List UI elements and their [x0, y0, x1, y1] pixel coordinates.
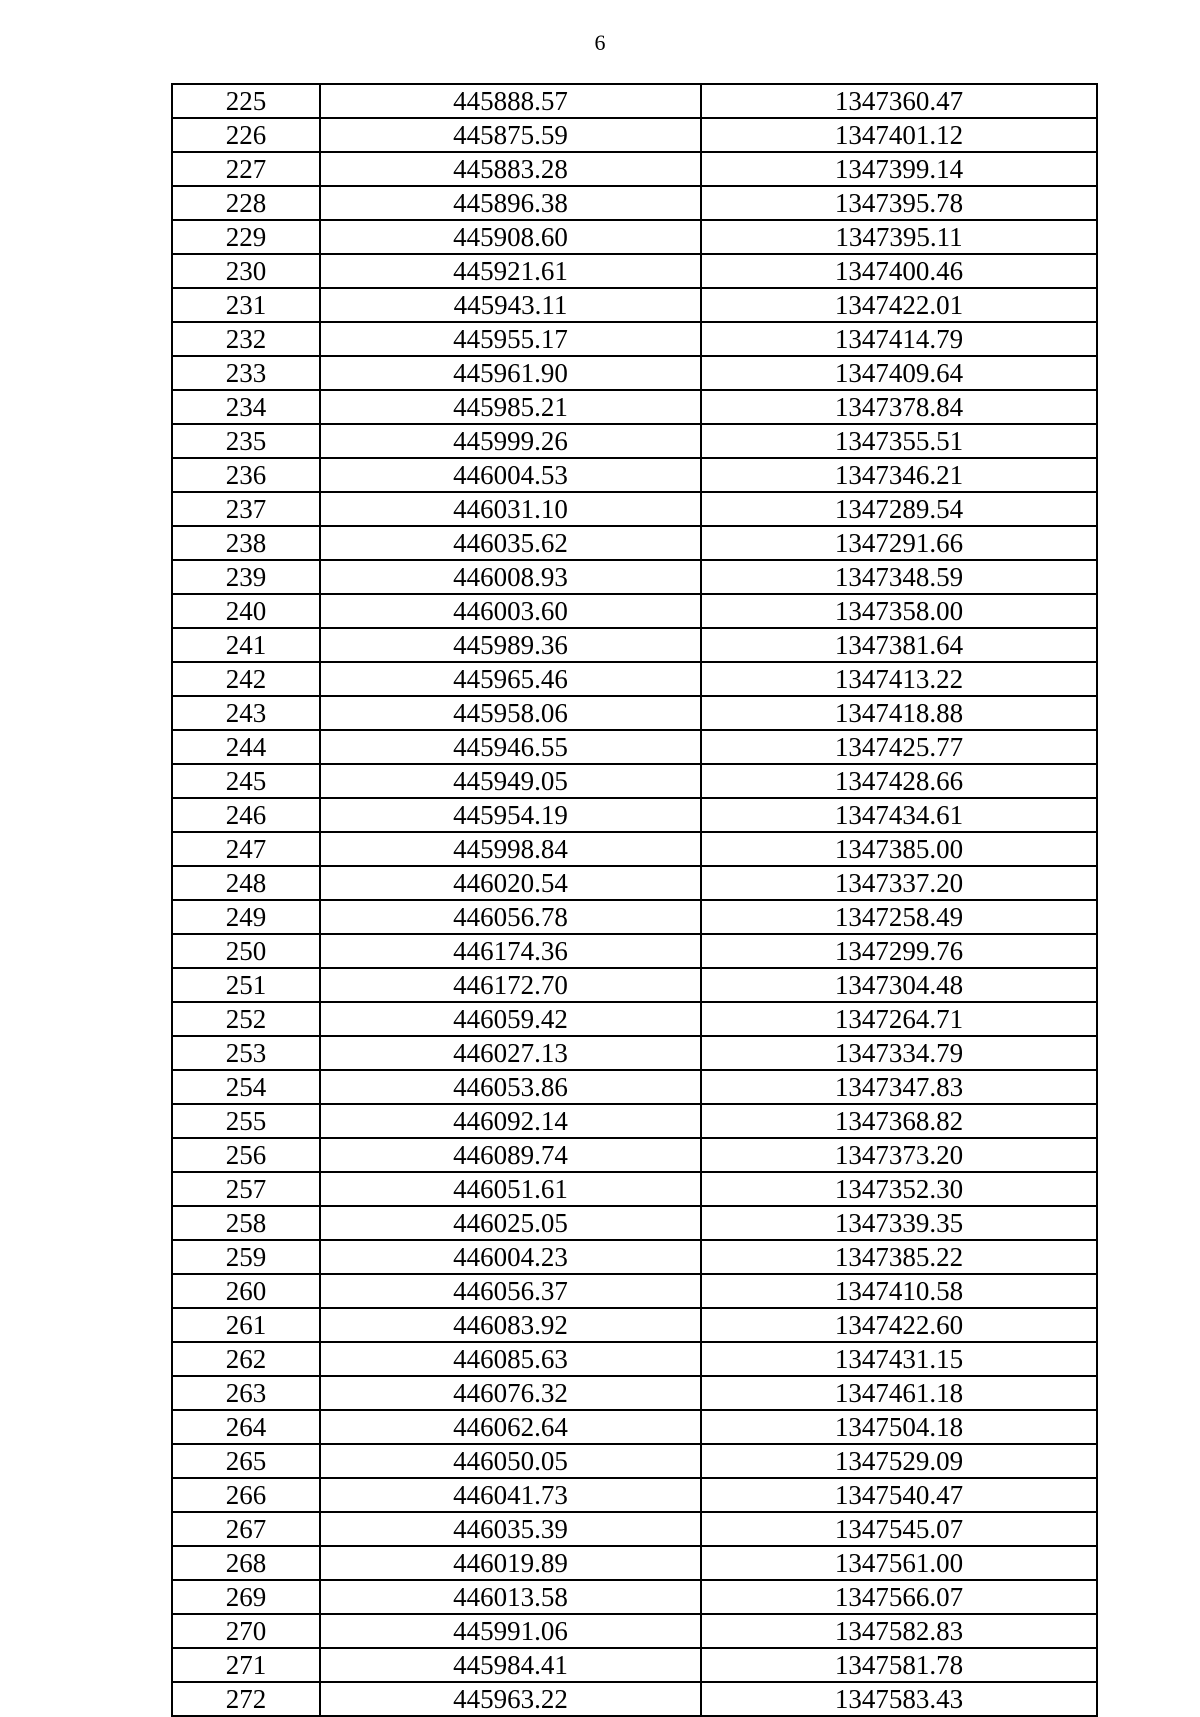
point-number-cell: 267: [172, 1512, 320, 1546]
point-number-cell: 249: [172, 900, 320, 934]
point-number-cell: 225: [172, 84, 320, 118]
y-coordinate-cell: 1347529.09: [701, 1444, 1097, 1478]
point-number-cell: 261: [172, 1308, 320, 1342]
x-coordinate-cell: 446025.05: [320, 1206, 701, 1240]
table-row: [172, 390, 1097, 424]
x-coordinate-cell: 445999.26: [320, 424, 701, 458]
point-number-cell: 231: [172, 288, 320, 322]
x-coordinate-cell: 445946.55: [320, 730, 701, 764]
y-coordinate-cell: 1347368.82: [701, 1104, 1097, 1138]
x-coordinate-cell: 446013.58: [320, 1580, 701, 1614]
table-row: [172, 356, 1097, 390]
x-coordinate-cell: 446003.60: [320, 594, 701, 628]
table-row: [172, 968, 1097, 1002]
y-coordinate-cell: 1347355.51: [701, 424, 1097, 458]
y-coordinate-cell: 1347582.83: [701, 1614, 1097, 1648]
point-number-cell: 241: [172, 628, 320, 662]
point-number-cell: 226: [172, 118, 320, 152]
x-coordinate-cell: 445949.05: [320, 764, 701, 798]
y-coordinate-cell: 1347540.47: [701, 1478, 1097, 1512]
table-row: [172, 560, 1097, 594]
point-number-cell: 259: [172, 1240, 320, 1274]
x-coordinate-cell: 445984.41: [320, 1648, 701, 1682]
table-row: [172, 1580, 1097, 1614]
x-coordinate-cell: 446056.78: [320, 900, 701, 934]
y-coordinate-cell: 1347347.83: [701, 1070, 1097, 1104]
point-number-cell: 228: [172, 186, 320, 220]
point-number-cell: 271: [172, 1648, 320, 1682]
point-number-cell: 232: [172, 322, 320, 356]
point-number-cell: 266: [172, 1478, 320, 1512]
table-row: [172, 1036, 1097, 1070]
x-coordinate-cell: 446083.92: [320, 1308, 701, 1342]
point-number-cell: 233: [172, 356, 320, 390]
x-coordinate-cell: 446041.73: [320, 1478, 701, 1512]
y-coordinate-cell: 1347566.07: [701, 1580, 1097, 1614]
y-coordinate-cell: 1347378.84: [701, 390, 1097, 424]
y-coordinate-cell: 1347410.58: [701, 1274, 1097, 1308]
point-number-cell: 257: [172, 1172, 320, 1206]
y-coordinate-cell: 1347399.14: [701, 152, 1097, 186]
table-row: [172, 526, 1097, 560]
point-number-cell: 252: [172, 1002, 320, 1036]
y-coordinate-cell: 1347385.22: [701, 1240, 1097, 1274]
table-row: [172, 424, 1097, 458]
point-number-cell: 234: [172, 390, 320, 424]
point-number-cell: 230: [172, 254, 320, 288]
y-coordinate-cell: 1347581.78: [701, 1648, 1097, 1682]
table-row: [172, 492, 1097, 526]
point-number-cell: 239: [172, 560, 320, 594]
point-number-cell: 236: [172, 458, 320, 492]
y-coordinate-cell: 1347299.76: [701, 934, 1097, 968]
point-number-cell: 251: [172, 968, 320, 1002]
table-row: [172, 1546, 1097, 1580]
x-coordinate-cell: 445985.21: [320, 390, 701, 424]
table-row: [172, 152, 1097, 186]
table-row: [172, 1206, 1097, 1240]
table-row: [172, 662, 1097, 696]
table-row: [172, 118, 1097, 152]
table-row: [172, 696, 1097, 730]
x-coordinate-cell: 445954.19: [320, 798, 701, 832]
x-coordinate-cell: 446035.39: [320, 1512, 701, 1546]
x-coordinate-cell: 446062.64: [320, 1410, 701, 1444]
point-number-cell: 237: [172, 492, 320, 526]
y-coordinate-cell: 1347346.21: [701, 458, 1097, 492]
y-coordinate-cell: 1347334.79: [701, 1036, 1097, 1070]
x-coordinate-cell: 446089.74: [320, 1138, 701, 1172]
x-coordinate-cell: 445908.60: [320, 220, 701, 254]
table-row: [172, 764, 1097, 798]
table-row: [172, 798, 1097, 832]
table-row: [172, 1002, 1097, 1036]
point-number-cell: 262: [172, 1342, 320, 1376]
table-row: [172, 1342, 1097, 1376]
x-coordinate-cell: 446056.37: [320, 1274, 701, 1308]
y-coordinate-cell: 1347431.15: [701, 1342, 1097, 1376]
table-row: [172, 220, 1097, 254]
x-coordinate-cell: 445963.22: [320, 1682, 701, 1716]
point-number-cell: 265: [172, 1444, 320, 1478]
page-number: 6: [594, 30, 606, 55]
x-coordinate-cell: 445961.90: [320, 356, 701, 390]
x-coordinate-cell: 446019.89: [320, 1546, 701, 1580]
x-coordinate-cell: 446031.10: [320, 492, 701, 526]
point-number-cell: 264: [172, 1410, 320, 1444]
x-coordinate-cell: 445955.17: [320, 322, 701, 356]
y-coordinate-cell: 1347418.88: [701, 696, 1097, 730]
table-row: [172, 934, 1097, 968]
x-coordinate-cell: 446085.63: [320, 1342, 701, 1376]
x-coordinate-cell: 445875.59: [320, 118, 701, 152]
table-row: [172, 1308, 1097, 1342]
y-coordinate-cell: 1347504.18: [701, 1410, 1097, 1444]
coordinates-table-body: [172, 84, 1097, 1716]
x-coordinate-cell: 446035.62: [320, 526, 701, 560]
y-coordinate-cell: 1347395.78: [701, 186, 1097, 220]
x-coordinate-cell: 446076.32: [320, 1376, 701, 1410]
y-coordinate-cell: 1347583.43: [701, 1682, 1097, 1716]
table-row: [172, 594, 1097, 628]
table-row: [172, 1444, 1097, 1478]
y-coordinate-cell: 1347385.00: [701, 832, 1097, 866]
y-coordinate-cell: 1347373.20: [701, 1138, 1097, 1172]
y-coordinate-cell: 1347395.11: [701, 220, 1097, 254]
table-row: [172, 628, 1097, 662]
table-row: [172, 1410, 1097, 1444]
point-number-cell: 270: [172, 1614, 320, 1648]
x-coordinate-cell: 446027.13: [320, 1036, 701, 1070]
table-row: [172, 288, 1097, 322]
point-number-cell: 227: [172, 152, 320, 186]
point-number-cell: 260: [172, 1274, 320, 1308]
point-number-cell: 240: [172, 594, 320, 628]
y-coordinate-cell: 1347401.12: [701, 118, 1097, 152]
x-coordinate-cell: 445943.11: [320, 288, 701, 322]
y-coordinate-cell: 1347434.61: [701, 798, 1097, 832]
point-number-cell: 248: [172, 866, 320, 900]
x-coordinate-cell: 446174.36: [320, 934, 701, 968]
table-row: [172, 1138, 1097, 1172]
point-number-cell: 244: [172, 730, 320, 764]
x-coordinate-cell: 446053.86: [320, 1070, 701, 1104]
point-number-cell: 255: [172, 1104, 320, 1138]
table-row: [172, 458, 1097, 492]
x-coordinate-cell: 445958.06: [320, 696, 701, 730]
table-row: [172, 1104, 1097, 1138]
y-coordinate-cell: 1347461.18: [701, 1376, 1097, 1410]
x-coordinate-cell: 445896.38: [320, 186, 701, 220]
x-coordinate-cell: 446020.54: [320, 866, 701, 900]
x-coordinate-cell: 445888.57: [320, 84, 701, 118]
table-row: [172, 1070, 1097, 1104]
table-row: [172, 1240, 1097, 1274]
y-coordinate-cell: 1347381.64: [701, 628, 1097, 662]
point-number-cell: 235: [172, 424, 320, 458]
point-number-cell: 245: [172, 764, 320, 798]
y-coordinate-cell: 1347360.47: [701, 84, 1097, 118]
point-number-cell: 242: [172, 662, 320, 696]
x-coordinate-cell: 446004.53: [320, 458, 701, 492]
table-row: [172, 1274, 1097, 1308]
x-coordinate-cell: 446008.93: [320, 560, 701, 594]
y-coordinate-cell: 1347358.00: [701, 594, 1097, 628]
table-row: [172, 1478, 1097, 1512]
point-number-cell: 269: [172, 1580, 320, 1614]
x-coordinate-cell: 446050.05: [320, 1444, 701, 1478]
point-number-cell: 268: [172, 1546, 320, 1580]
x-coordinate-cell: 445989.36: [320, 628, 701, 662]
y-coordinate-cell: 1347425.77: [701, 730, 1097, 764]
y-coordinate-cell: 1347337.20: [701, 866, 1097, 900]
y-coordinate-cell: 1347413.22: [701, 662, 1097, 696]
y-coordinate-cell: 1347258.49: [701, 900, 1097, 934]
x-coordinate-cell: 446059.42: [320, 1002, 701, 1036]
x-coordinate-cell: 446004.23: [320, 1240, 701, 1274]
y-coordinate-cell: 1347289.54: [701, 492, 1097, 526]
table-row: [172, 832, 1097, 866]
point-number-cell: 254: [172, 1070, 320, 1104]
y-coordinate-cell: 1347414.79: [701, 322, 1097, 356]
table-row: [172, 84, 1097, 118]
table-row: [172, 900, 1097, 934]
table-row: [172, 322, 1097, 356]
x-coordinate-cell: 445883.28: [320, 152, 701, 186]
y-coordinate-cell: 1347561.00: [701, 1546, 1097, 1580]
point-number-cell: 272: [172, 1682, 320, 1716]
x-coordinate-cell: 445921.61: [320, 254, 701, 288]
table-row: [172, 866, 1097, 900]
x-coordinate-cell: 446051.61: [320, 1172, 701, 1206]
y-coordinate-cell: 1347422.60: [701, 1308, 1097, 1342]
y-coordinate-cell: 1347545.07: [701, 1512, 1097, 1546]
table-row: [172, 1376, 1097, 1410]
y-coordinate-cell: 1347291.66: [701, 526, 1097, 560]
point-number-cell: 247: [172, 832, 320, 866]
x-coordinate-cell: 445991.06: [320, 1614, 701, 1648]
coordinates-table: [171, 83, 1098, 1717]
table-row: [172, 1682, 1097, 1716]
y-coordinate-cell: 1347422.01: [701, 288, 1097, 322]
point-number-cell: 263: [172, 1376, 320, 1410]
point-number-cell: 246: [172, 798, 320, 832]
point-number-cell: 258: [172, 1206, 320, 1240]
x-coordinate-cell: 445965.46: [320, 662, 701, 696]
point-number-cell: 243: [172, 696, 320, 730]
point-number-cell: 238: [172, 526, 320, 560]
table-row: [172, 1648, 1097, 1682]
y-coordinate-cell: 1347352.30: [701, 1172, 1097, 1206]
y-coordinate-cell: 1347264.71: [701, 1002, 1097, 1036]
table-row: [172, 1614, 1097, 1648]
point-number-cell: 229: [172, 220, 320, 254]
table-row: [172, 1172, 1097, 1206]
y-coordinate-cell: 1347348.59: [701, 560, 1097, 594]
x-coordinate-cell: 446092.14: [320, 1104, 701, 1138]
y-coordinate-cell: 1347409.64: [701, 356, 1097, 390]
table-row: [172, 1512, 1097, 1546]
table-row: [172, 730, 1097, 764]
y-coordinate-cell: 1347304.48: [701, 968, 1097, 1002]
x-coordinate-cell: 446172.70: [320, 968, 701, 1002]
y-coordinate-cell: 1347339.35: [701, 1206, 1097, 1240]
y-coordinate-cell: 1347400.46: [701, 254, 1097, 288]
table-row: [172, 254, 1097, 288]
y-coordinate-cell: 1347428.66: [701, 764, 1097, 798]
point-number-cell: 250: [172, 934, 320, 968]
table-row: [172, 186, 1097, 220]
point-number-cell: 253: [172, 1036, 320, 1070]
point-number-cell: 256: [172, 1138, 320, 1172]
x-coordinate-cell: 445998.84: [320, 832, 701, 866]
